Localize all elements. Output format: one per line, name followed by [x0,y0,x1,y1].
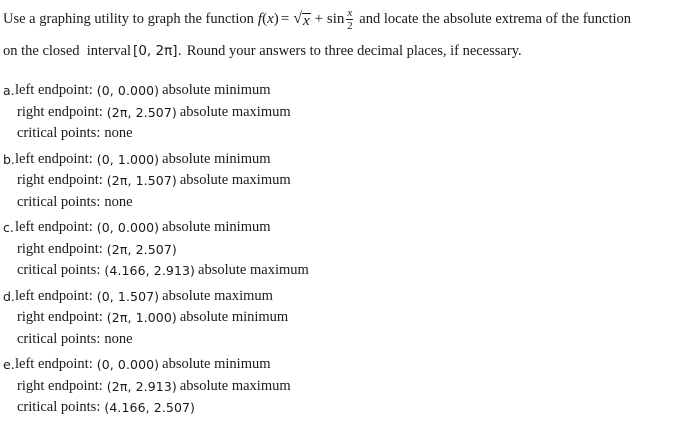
left-endpoint-kind: absolute maximum [162,287,273,304]
critical-points-row [3,329,683,351]
answer-choice-b[interactable] [3,149,683,214]
radical-symbol: √ [293,10,302,27]
left-endpoint-label: left endpoint: [15,287,93,304]
right-endpoint-row [3,239,683,261]
critical-points-value: none [104,330,133,347]
radicand: x [302,13,310,29]
left-endpoint-label: left endpoint: [15,219,93,236]
answer-choice-c[interactable] [3,217,683,282]
right-endpoint-row [3,170,683,192]
right-endpoint-row [3,376,683,398]
answer-choices [3,80,683,423]
right-endpoint-kind: absolute maximum [179,377,291,394]
answer-choice-a[interactable] [3,80,683,145]
interval-prefix: on the closed interval [3,42,132,59]
right-endpoint-row [3,307,683,329]
left-endpoint-label: left endpoint: [15,150,93,167]
sine-fraction [346,7,353,32]
critical-points-value: (4.166, 2.913) [104,263,196,279]
right-endpoint-value: (2π, 2.507) [106,241,177,257]
question-prefix: Use a graphing utility to graph the function [3,10,254,27]
choice-letter: a. [3,83,15,99]
left-endpoint-row [3,217,683,239]
choice-letter: c. [3,220,14,236]
square-root [293,10,310,28]
fraction-numerator: x [347,6,353,19]
left-endpoint-label: left endpoint: [15,82,93,99]
left-endpoint-value: (0, 1.507) [96,288,160,304]
right-endpoint-kind: absolute maximum [179,103,291,120]
right-endpoint-value: (2π, 1.507) [106,173,177,189]
left-endpoint-kind: absolute minimum [162,219,271,236]
question-suffix: and locate the absolute extrema of the function [359,10,632,27]
right-endpoint-label: right endpoint: [17,172,103,189]
left-endpoint-label: left endpoint: [15,356,93,373]
function-argument: x [267,10,274,27]
choice-letter: b. [3,151,15,167]
critical-points-label: critical points: [17,193,101,210]
right-endpoint-row [3,102,683,124]
left-endpoint-row [3,286,683,308]
answer-choice-e[interactable] [3,354,683,419]
critical-points-value: (4.166, 2.507) [104,400,196,416]
left-endpoint-kind: absolute minimum [162,356,271,373]
critical-points-label: critical points: [17,330,101,347]
critical-points-row [3,397,683,419]
rounding-instruction: Round your answers to three decimal places, if necessary. [186,42,522,59]
question-text [3,3,683,65]
equals-sign: = [280,10,290,27]
critical-points-row [3,123,683,145]
left-endpoint-value: (0, 1.000) [96,151,160,167]
question-line-1 [3,3,683,35]
right-endpoint-label: right endpoint: [17,377,103,394]
critical-points-value: none [104,125,133,142]
choice-letter: d. [3,288,15,304]
critical-points-kind: absolute maximum [198,262,309,279]
right-endpoint-value: (2π, 1.000) [106,310,177,326]
left-endpoint-kind: absolute minimum [162,150,271,167]
choice-letter: e. [3,357,15,373]
critical-points-row [3,260,683,282]
right-endpoint-value: (2π, 2.913) [106,378,177,394]
right-endpoint-value: (2π, 2.507) [106,104,177,120]
function-name: f [257,10,263,27]
left-endpoint-value: (0, 0.000) [96,220,160,236]
question-line-2 [3,37,683,65]
function-formula: f ( x ) = √ x + sin $\frac{x}{2}$ [257,6,353,32]
critical-points-label: critical points: [17,125,101,142]
critical-points-value: none [104,193,133,210]
plus-sin: + sin [314,10,345,27]
right-endpoint-kind: absolute minimum [179,309,289,326]
left-endpoint-value: (0, 0.000) [96,357,160,373]
critical-points-label: critical points: [17,399,101,416]
fraction-denominator: 2 [347,19,353,32]
closed-interval: [0, 2π]. [133,43,182,59]
critical-points-label: critical points: [17,262,101,279]
left-endpoint-row [3,149,683,171]
right-endpoint-label: right endpoint: [17,309,103,326]
left-endpoint-value: (0, 0.000) [96,83,160,99]
right-endpoint-label: right endpoint: [17,240,103,257]
right-endpoint-kind: absolute maximum [179,172,291,189]
left-endpoint-row [3,80,683,102]
answer-choice-d[interactable] [3,286,683,351]
critical-points-row [3,192,683,214]
left-endpoint-kind: absolute minimum [162,82,271,99]
right-endpoint-label: right endpoint: [17,103,103,120]
left-endpoint-row [3,354,683,376]
